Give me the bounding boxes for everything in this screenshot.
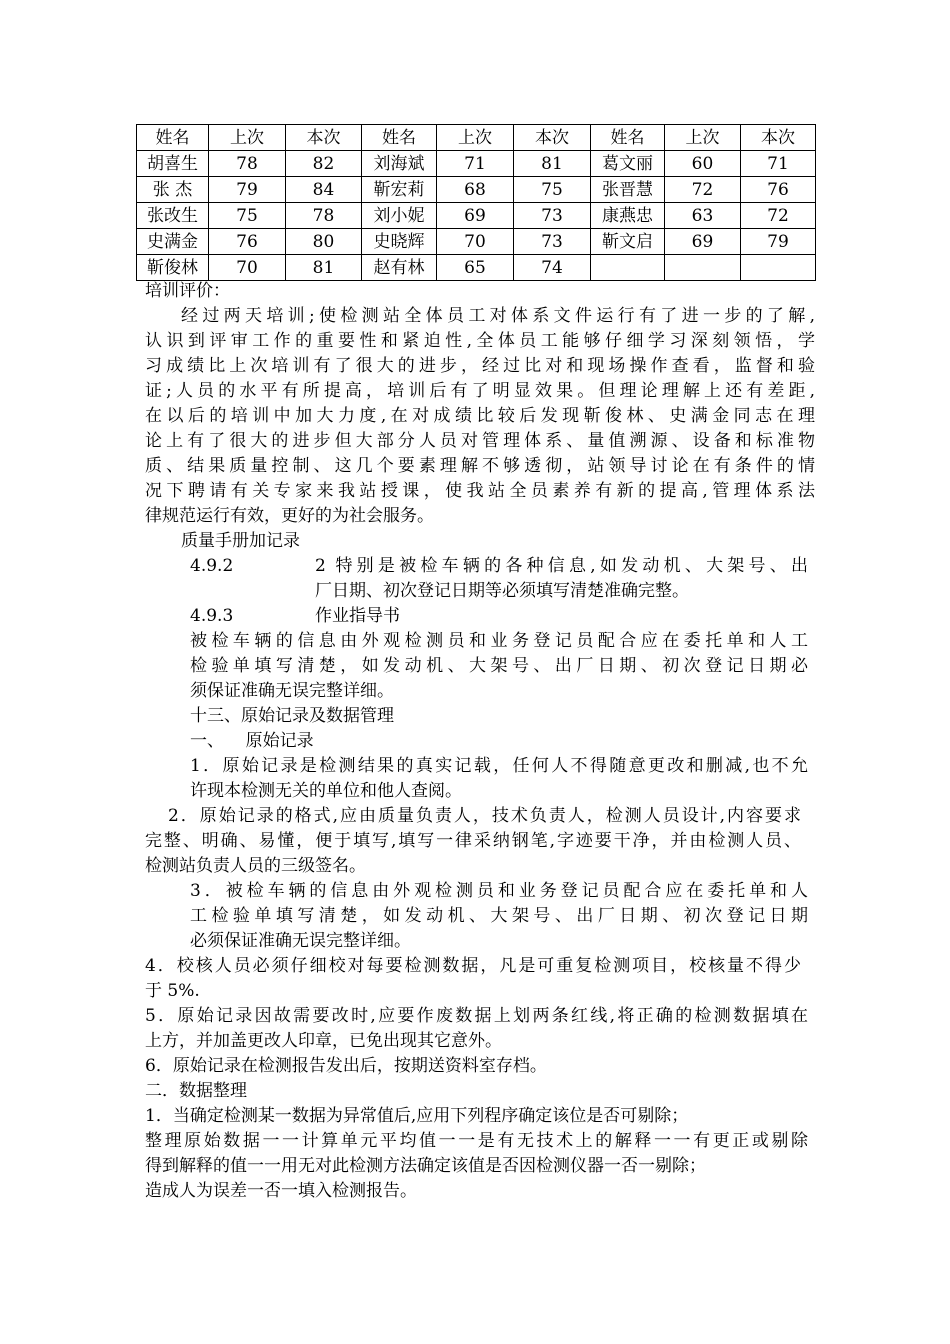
table-cell: 76 [741,177,816,203]
table-cell: 79 [741,229,816,255]
evaluation-line: 认识到评审工作的重要性和紧迫性,全体员工能够仔细学习深刻领悟，学 [145,331,815,351]
score-table [136,124,816,281]
record-item-2-line: 完整、明确、易懂，便于填写,填写一律采纳钢笔,字迹要干净，并由检测人员、 [145,831,801,851]
table-cell: 81 [286,255,362,281]
table-row [137,229,816,255]
table-cell: 靳文启 [591,229,665,255]
section-number-4-9-3: 4.9.3 [190,606,234,626]
table-row [137,203,816,229]
record-item-3-line: 3．被检车辆的信息由外观检测员和业务登记员配合应在委托单和人 [190,881,808,901]
section-4-9-3-line: 被检车辆的信息由外观检测员和业务登记员配合应在委托单和人工 [190,631,808,651]
header-cell: 姓名 [362,125,437,151]
header-cell: 上次 [437,125,514,151]
table-cell: 75 [514,177,591,203]
table-cell: 葛文丽 [591,151,665,177]
data-process-line: 整理原始数据一一计算单元平均值一一是有无技术上的解释一一有更正或剔除 [145,1131,808,1151]
evaluation-line: 经过两天培训;使检测站全体员工对体系文件运行有了进一步的了解, [181,306,815,326]
record-item-2-line: 检测站负责人员的三级签名。 [145,856,366,876]
record-item-3-line: 工检验单填写清楚，如发动机、大架号、出厂日期、初次登记日期 [190,906,808,926]
table-cell: 81 [514,151,591,177]
header-cell: 上次 [209,125,286,151]
section-4-9-2-line: 厂日期、初次登记日期等必须填写清楚准确完整。 [315,581,689,601]
evaluation-line: 在以后的培训中加大力度,在对成绩比较后发现靳俊林、史满金同志在理 [145,406,815,426]
table-cell: 71 [741,151,816,177]
table-cell: 69 [665,229,741,255]
record-item-2-line: 2．原始记录的格式,应由质量负责人，技术负责人，检测人员设计,内容要求 [168,806,801,826]
table-cell: 刘小妮 [362,203,437,229]
section-number-4-9-2: 4.9.2 [190,556,234,576]
table-cell: 71 [437,151,514,177]
table-row [137,255,816,281]
table-cell: 73 [514,203,591,229]
table-cell: 76 [209,229,286,255]
table-cell: 78 [286,203,362,229]
manual-title: 质量手册加记录 [181,531,300,551]
table-cell: 72 [741,203,816,229]
record-item-1-line: 许现本检测无关的单位和他人查阅。 [190,781,462,801]
header-cell: 姓名 [591,125,665,151]
data-process-line: 得到解释的值一一用无对此检测方法确定该值是否因检测仪器一否一剔除； [145,1156,706,1176]
table-cell: 75 [209,203,286,229]
record-item-1-line: 1．原始记录是检测结果的真实记载，任何人不得随意更改和删减,也不允 [190,756,808,776]
record-item-4-line: 4．校核人员必须仔细校对每要检测数据，凡是可重复检测项目，校核量不得少 [145,956,801,976]
table-cell: 赵有林 [362,255,437,281]
table-cell: 史晓辉 [362,229,437,255]
table-row [137,151,816,177]
header-cell: 本次 [514,125,591,151]
section-4-9-3-line: 检验单填写清楚，如发动机、大架号、出厂日期、初次登记日期必 [190,656,808,676]
table-header-row [137,125,816,151]
table-cell: 70 [437,229,514,255]
header-cell: 本次 [286,125,362,151]
table-cell: 靳宏莉 [362,177,437,203]
table-cell: 靳俊林 [137,255,209,281]
evaluation-line: 习成绩比上次培训有了很大的进步，经过比对和现场操作查看，监督和验 [145,356,815,376]
evaluation-line: 证;人员的水平有所提高，培训后有了明显效果。但理论理解上还有差距, [145,381,815,401]
table-cell: 80 [286,229,362,255]
table-cell: 84 [286,177,362,203]
table-cell: 张 杰 [137,177,209,203]
table-row [137,177,816,203]
evaluation-line: 论上有了很大的进步但大部分人员对管理体系、量值溯源、设备和标准物 [145,431,815,451]
record-item-5-line: 5．原始记录因故需要改时,应要作废数据上划两条红线,将正确的检测数据填在 [145,1006,808,1026]
table-cell [741,255,816,281]
table-cell: 张改生 [137,203,209,229]
header-cell: 姓名 [137,125,209,151]
table-cell: 刘海斌 [362,151,437,177]
table-cell: 63 [665,203,741,229]
table-cell: 69 [437,203,514,229]
table-cell [591,255,665,281]
table-cell: 73 [514,229,591,255]
records-subheading-2: 二．数据整理 [145,1081,247,1101]
table-cell: 康燕忠 [591,203,665,229]
data-process-line: 造成人为误差一否一填入检测报告。 [145,1181,417,1201]
data-item-1: 1．当确定检测某一数据为异常值后,应用下列程序确定该位是否可剔除； [145,1106,689,1126]
evaluation-line: 况下聘请有关专家来我站授课，使我站全员素养有新的提高,管理体系法 [145,481,815,501]
table-cell [665,255,741,281]
header-cell: 本次 [741,125,816,151]
section-4-9-2-line: 2 特别是被检车辆的各种信息,如发动机、大架号、出 [315,556,808,576]
section-4-9-3-title: 作业指导书 [315,606,400,626]
table-cell: 78 [209,151,286,177]
table-cell: 65 [437,255,514,281]
table-cell: 72 [665,177,741,203]
record-item-3-line: 必须保证准确无误完整详细。 [190,931,411,951]
table-cell: 82 [286,151,362,177]
section-4-9-3-line: 须保证准确无误完整详细。 [190,681,394,701]
table-cell: 胡喜生 [137,151,209,177]
table-cell: 史满金 [137,229,209,255]
table-cell: 68 [437,177,514,203]
table-cell: 79 [209,177,286,203]
table-cell: 张晋慧 [591,177,665,203]
header-cell: 上次 [665,125,741,151]
evaluation-title: 培训评价： [145,281,230,301]
record-item-4-line: 于 5%. [145,981,200,1001]
record-item-6: 6．原始记录在检测报告发出后，按期送资料室存档。 [145,1056,547,1076]
record-item-5-line: 上方，并加盖更改人印章，已免出现其它意外。 [145,1031,502,1051]
evaluation-line: 质、结果质量控制、这几个要素理解不够透彻，站领导讨论在有条件的情 [145,456,815,476]
records-subheading-1: 一、 原始记录 [190,731,314,751]
table-cell: 70 [209,255,286,281]
table-cell: 74 [514,255,591,281]
records-heading: 十三、原始记录及数据管理 [190,706,394,726]
evaluation-line: 律规范运行有效，更好的为社会服务。 [145,506,434,526]
table-cell: 60 [665,151,741,177]
